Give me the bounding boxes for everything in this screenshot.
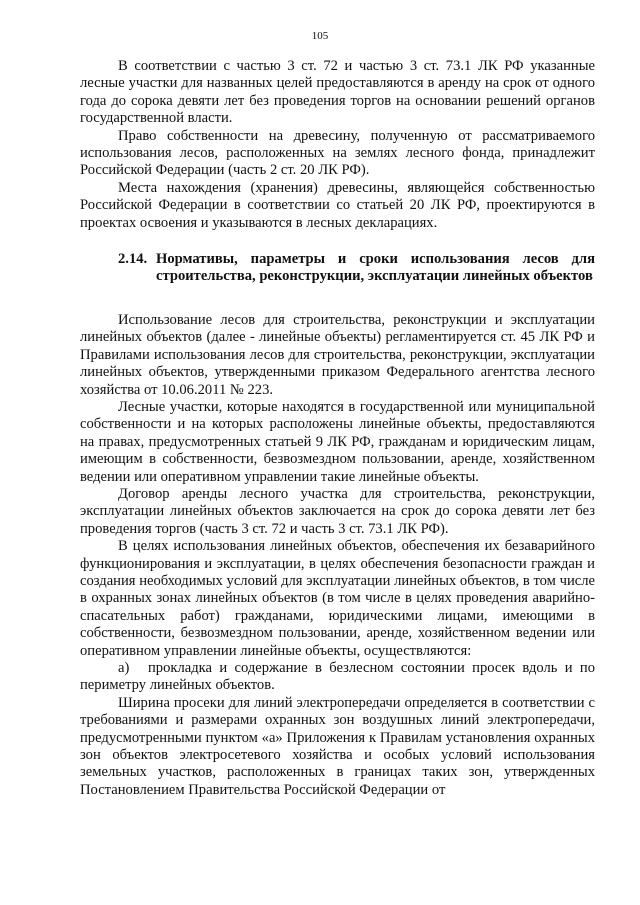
paragraph-purposes: В целях использования линейных объектов, обеспечения их безаварийного функционирования и эксплуатации, в целях обеспечения безопасности граждан и создания необходимых условий для эксплуатации линейных объектов, в том числе в охранных зонах линейных объектов (в том числе в целях проведения аварийно-спасательных работ) гражданами, юридическими лицами, имеющими в собственности, безвозмездном пользовании, аренде, хозяйственном ведении или оперативном управлении линейные объекты, осуществляются: bbox=[80, 538, 595, 659]
list-marker: а) bbox=[118, 660, 130, 676]
page-number: 105 bbox=[311, 30, 329, 42]
paragraph-wood-ownership: Право собственности на древесину, полученную от рассматриваемого использования лесов, расположенных на землях лесного фонда, принадлежит Российской Федерации (часть 2 ст. 20 ЛК РФ). bbox=[80, 127, 595, 179]
list-item-a bbox=[80, 660, 595, 695]
paragraph-regulation: Использование лесов для строительства, реконструкции и эксплуатации линейных объектов (далее - линейные объекты) регламентируется ст. 45 ЛК РФ и Правилами использования лесов для строительства, реконструкции, эксплуатации линейных объектов, утвержденными приказом Федерального агентства лесного хозяйства от 10.06.2011 № 223. bbox=[80, 311, 595, 398]
list-item-text: прокладка и содержание в безлесном состоянии просек вдоль и по периметру линейных объектов. bbox=[80, 660, 595, 694]
paragraph-lease-contract: Договор аренды лесного участка для строительства, реконструкции, эксплуатации линейных объектов заключается на срок до сорока девяти лет без проведения торгов (часть 3 ст. 72 и часть 3 ст. 73.1 ЛК РФ). bbox=[80, 485, 595, 537]
document-body bbox=[80, 58, 595, 799]
section-title: Нормативы, параметры и сроки использования лесов для строительства, реконструкции, эксплуатации линейных объектов bbox=[156, 251, 595, 285]
section-heading bbox=[80, 251, 595, 286]
paragraph-lease-terms: В соответствии с частью 3 ст. 72 и частью 3 ст. 73.1 ЛК РФ указанные лесные участки для названных целей предоставляются в аренду на срок от одного года до сорока девяти лет без проведения торгов на основании решений органов государственной власти. bbox=[80, 58, 595, 127]
section-number: 2.14. bbox=[118, 251, 148, 268]
paragraph-land-rights: Лесные участки, которые находятся в государственной или муниципальной собственности и на которых расположены линейные объекты, предоставляются на правах, предусмотренных статьей 9 ЛК РФ, гражданам и юридическим лицам, имеющим в собственности, безвозмездном пользовании, аренде, хозяйственном ведении или оперативном управлении такие линейные объекты. bbox=[80, 398, 595, 485]
paragraph-wood-storage: Места нахождения (хранения) древесины, являющейся собственностью Российской Федерации в соответствии со статьей 20 ЛК РФ, проектируются в проектах освоения и указываются в лесных декларациях. bbox=[80, 179, 595, 231]
paragraph-clearing-width: Ширина просеки для линий электропередачи определяется в соответствии с требованиями и размерами охранных зон воздушных линий электропередачи, предусмотренными пунктом «а» Приложения к Правилам установления охранных зон объектов электросетевого хозяйства и особых условий использования земельных участков, расположенных в границах таких зон, утвержденных Постановлением Правительства Российской Федерации от bbox=[80, 694, 595, 798]
